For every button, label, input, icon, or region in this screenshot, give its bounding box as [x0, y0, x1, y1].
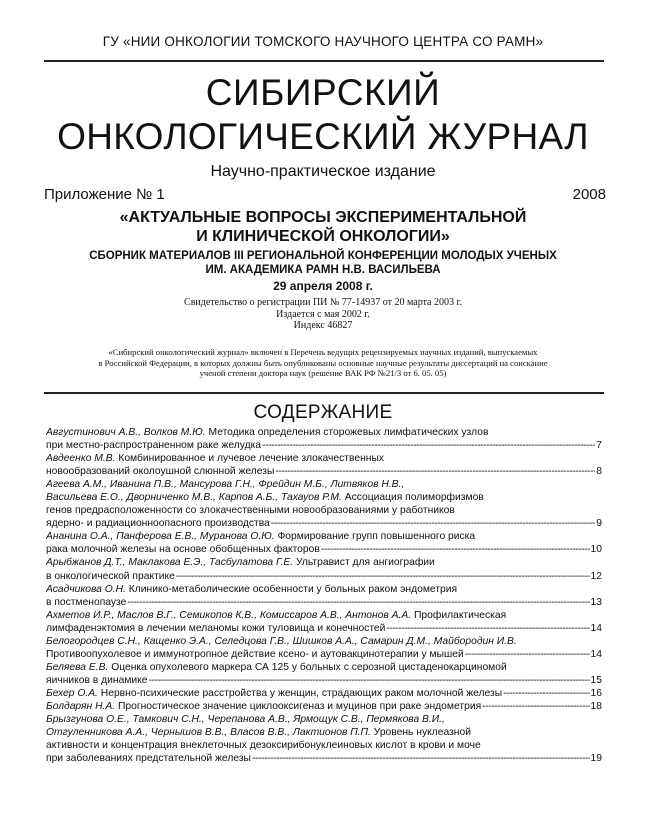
- toc-entry-line: [46, 556, 602, 569]
- toc-entry-line: [46, 530, 602, 543]
- toc-authors: Брызгунова О.Е., Тамкович С.Н., Черепанова А.В., Ярмощук С.В., Пермякова В.И.,: [46, 714, 445, 726]
- toc-dot-leader: [503, 687, 589, 700]
- toc-page-number: 14: [590, 648, 602, 660]
- toc-entry[interactable]: [46, 530, 602, 556]
- collection-title-line-1: «АКТУАЛЬНЫЕ ВОПРОСЫ ЭКСПЕРИМЕНТАЛЬНОЙ: [119, 209, 527, 226]
- toc-entry-line: [46, 465, 602, 478]
- toc-dot-leader: [275, 465, 595, 478]
- vak-note: [50, 347, 596, 379]
- toc-title: Ассоциация полиморфизмов: [344, 492, 484, 504]
- collection-title: [0, 208, 646, 246]
- toc-page-number: 18: [590, 700, 602, 712]
- toc-entry[interactable]: [46, 635, 602, 661]
- toc-dot-leader: [252, 752, 590, 765]
- issue-year: 2008: [572, 186, 606, 203]
- toc-title: яичников в динамике: [46, 674, 148, 686]
- toc-authors: Ахметов И.Р., Маслов В.Г., Семикопов К.В., Комиссаров А.В., Антонов А.А.: [46, 609, 412, 621]
- toc-title: Нервно-психические расстройства у женщин, страдающих раком молочной железы: [100, 687, 503, 699]
- toc-entry-line: [46, 570, 602, 583]
- toc-title: в онкологической практике: [46, 570, 175, 582]
- toc-title: Формирование групп повышенного риска: [277, 531, 476, 543]
- toc-authors: Августинович А.В., Волков М.Ю.: [46, 427, 206, 438]
- toc-entry[interactable]: [46, 609, 602, 635]
- toc-authors: Ананина О.А., Панферова Е.В., Муранова О.Ю.: [46, 531, 275, 543]
- toc-entry-line: [46, 478, 602, 491]
- toc-entry-text: [46, 687, 502, 700]
- subscription-index: Индекс 46827: [293, 320, 353, 331]
- toc-dot-leader: [321, 543, 590, 556]
- vak-note-line-1: «Сибирский онкологический журнал» включен в Перечень ведущих рецензируемых научных изданий, выпускаемых: [108, 347, 538, 357]
- contents-divider: [44, 392, 604, 394]
- toc-title: новообразований околоушной слюнной железы: [46, 466, 275, 478]
- toc-page-number: 9: [596, 518, 602, 530]
- toc-dot-leader: [465, 648, 590, 661]
- toc-page-number: 15: [590, 674, 602, 686]
- toc-title: генов предрасположенности со злокачественными новообразованиями у работников: [46, 505, 455, 517]
- journal-title-line-2: ОНКОЛОГИЧЕСКИЙ ЖУРНАЛ: [57, 116, 589, 157]
- toc-entry-line: [46, 426, 602, 439]
- conference-date: 29 апреля 2008 г.: [273, 279, 373, 293]
- registration-info: [0, 297, 646, 332]
- toc-page-number: 13: [590, 596, 602, 608]
- publisher-organization: ГУ «НИИ ОНКОЛОГИИ ТОМСКОГО НАУЧНОГО ЦЕНТРА СО РАМН»: [102, 34, 544, 49]
- vak-note-line-3: ученой степени доктора наук (решение ВАК РФ №21/3 от 6. 05. 05): [199, 368, 447, 378]
- toc-entry-line: [46, 596, 602, 609]
- toc-entry-line: [46, 726, 602, 739]
- toc-entry[interactable]: [46, 687, 602, 700]
- toc-dot-leader: [386, 622, 589, 635]
- toc-title: Клинико-метаболические особенности у больных раком эндометрия: [128, 583, 458, 595]
- toc-title: рака молочной железы на основе обобщенных факторов: [46, 544, 320, 556]
- toc-authors: Болдарян Н.А.: [46, 700, 116, 712]
- toc-entry-line: [46, 752, 602, 765]
- toc-entry[interactable]: [46, 478, 602, 530]
- toc-entry-line: [46, 517, 602, 530]
- toc-dot-leader: [271, 517, 595, 530]
- toc-authors: Агеева А.М., Иванина П.В., Мансурова Г.Н., Фрейдин М.Б., Литвяков Н.В.,: [46, 479, 405, 491]
- toc-authors: Авдеенко М.В.: [46, 453, 116, 465]
- toc-authors: Асадчикова О.Н.: [46, 583, 126, 595]
- toc-entry-line: [46, 504, 602, 517]
- toc-page-number: 8: [596, 466, 602, 478]
- toc-title: лимфаденэктомия в лечении меланомы кожи туловища и конечностей: [46, 622, 386, 634]
- toc-entry-line: [46, 700, 602, 713]
- toc-entry[interactable]: [46, 556, 602, 582]
- toc-title: Ультравист для ангиографии: [295, 557, 435, 569]
- toc-entry-line: [46, 609, 602, 622]
- collection-subtitle: [0, 249, 646, 277]
- toc-entry[interactable]: [46, 583, 602, 609]
- toc-entry[interactable]: [46, 426, 602, 452]
- contents-title: СОДЕРЖАНИЕ: [253, 402, 393, 423]
- toc-authors: Бехер О.А.: [46, 687, 98, 699]
- toc-title: Оценка опухолевого маркера СА 125 у больных с серозной цистаденокарциномой: [111, 661, 507, 673]
- toc-entry-line: [46, 661, 602, 674]
- toc-page-number: 12: [590, 570, 602, 582]
- toc-entry-line: [46, 713, 602, 726]
- toc-page-number: 10: [590, 544, 602, 556]
- toc-authors: Отгуленникова А.А., Чернышов В.В., Власов В.В., Лактионов П.П.: [46, 727, 371, 739]
- toc-entry-line: [46, 635, 602, 648]
- toc-entry-line: [46, 491, 602, 504]
- toc-entry-line: [46, 583, 602, 596]
- toc-page-number: 19: [590, 753, 602, 765]
- toc-title: Профилактическая: [414, 609, 507, 621]
- toc-title: при местно-распространенном раке желудка: [46, 440, 262, 452]
- toc-authors: Васильева Е.О., Дворниченко М.В., Карпов А.Б., Тахауов Р.М.: [46, 492, 342, 504]
- toc-entry[interactable]: [46, 700, 602, 713]
- toc-page-number: 7: [596, 440, 602, 452]
- toc-entry[interactable]: [46, 713, 602, 765]
- toc-page-number: 14: [590, 622, 602, 634]
- registration-certificate: Свидетельство о регистрации ПИ № 77-14937 от 20 марта 2003 г.: [184, 297, 462, 308]
- toc-entry-line: [46, 452, 602, 465]
- toc-entry-line: [46, 543, 602, 556]
- toc-title: Уровень нуклеазной: [373, 727, 471, 739]
- toc-authors: Беляева Е.В.: [46, 661, 109, 673]
- collection-subtitle-line-1: СБОРНИК МАТЕРИАЛОВ III РЕГИОНАЛЬНОЙ КОНФЕРЕНЦИИ МОЛОДЫХ УЧЕНЫХ: [89, 250, 557, 262]
- toc-entry[interactable]: [46, 452, 602, 478]
- top-divider: [44, 60, 604, 62]
- table-of-contents: [46, 426, 602, 765]
- toc-authors: Арыбжанов Д.Т., Маклакова Е.Э., Тасбулатова Г.Е.: [46, 557, 294, 569]
- supplement-number: Приложение № 1: [44, 186, 165, 203]
- toc-title: в постменопаузе: [46, 596, 127, 608]
- toc-entry-line: [46, 687, 602, 700]
- toc-entry-line: [46, 439, 602, 452]
- toc-title: активности и концентрация внеклеточных дезоксирибонуклеиновых кислот в крови и моче: [46, 740, 481, 752]
- toc-dot-leader: [127, 596, 589, 609]
- toc-entry-line: [46, 739, 602, 752]
- toc-entry-line: [46, 648, 602, 661]
- journal-title-line-1: СИБИРСКИЙ: [205, 72, 441, 113]
- toc-dot-leader: [262, 439, 595, 452]
- toc-title: ядерно- и радиационноопасного производства: [46, 518, 270, 530]
- collection-subtitle-line-2: ИМ. АКАДЕМИКА РАМН Н.В. ВАСИЛЬЕВА: [205, 264, 441, 276]
- toc-entry[interactable]: [46, 661, 602, 687]
- toc-dot-leader: [149, 674, 590, 687]
- toc-entry-line: [46, 622, 602, 635]
- toc-title: при заболеваниях предстательной железы: [46, 753, 251, 765]
- collection-title-line-2: И КЛИНИЧЕСКОЙ ОНКОЛОГИИ»: [196, 228, 450, 245]
- toc-title: Противоопухолевое и иммунотропное действие ксено- и аутовакцинотерапии у мышей: [46, 648, 464, 660]
- toc-dot-leader: [482, 700, 589, 713]
- toc-title: Методика определения сторожевых лимфатических узлов: [208, 427, 489, 438]
- vak-note-line-2: в Российской Федерации, в которых должны быть опубликованы основные научные результаты диссертаций на соискание: [98, 357, 548, 368]
- toc-title: Комбинированное и лучевое лечение злокачественных: [118, 453, 385, 465]
- toc-dot-leader: [176, 570, 590, 583]
- toc-entry-line: [46, 674, 602, 687]
- journal-subtitle: Научно-практическое издание: [210, 163, 436, 180]
- publication-start: Издается с мая 2002 г.: [276, 308, 370, 320]
- toc-authors: Белогородцев С.Н., Кащенко Э.А., Селедцова Г.В., Шишков А.А., Самарин Д.М., Майбородин И.В.: [46, 635, 517, 647]
- toc-entry-text: [46, 700, 481, 713]
- toc-page-number: 16: [590, 687, 602, 699]
- toc-title: Прогностическое значение циклооксигеназ и муцинов при раке эндометрия: [117, 700, 482, 712]
